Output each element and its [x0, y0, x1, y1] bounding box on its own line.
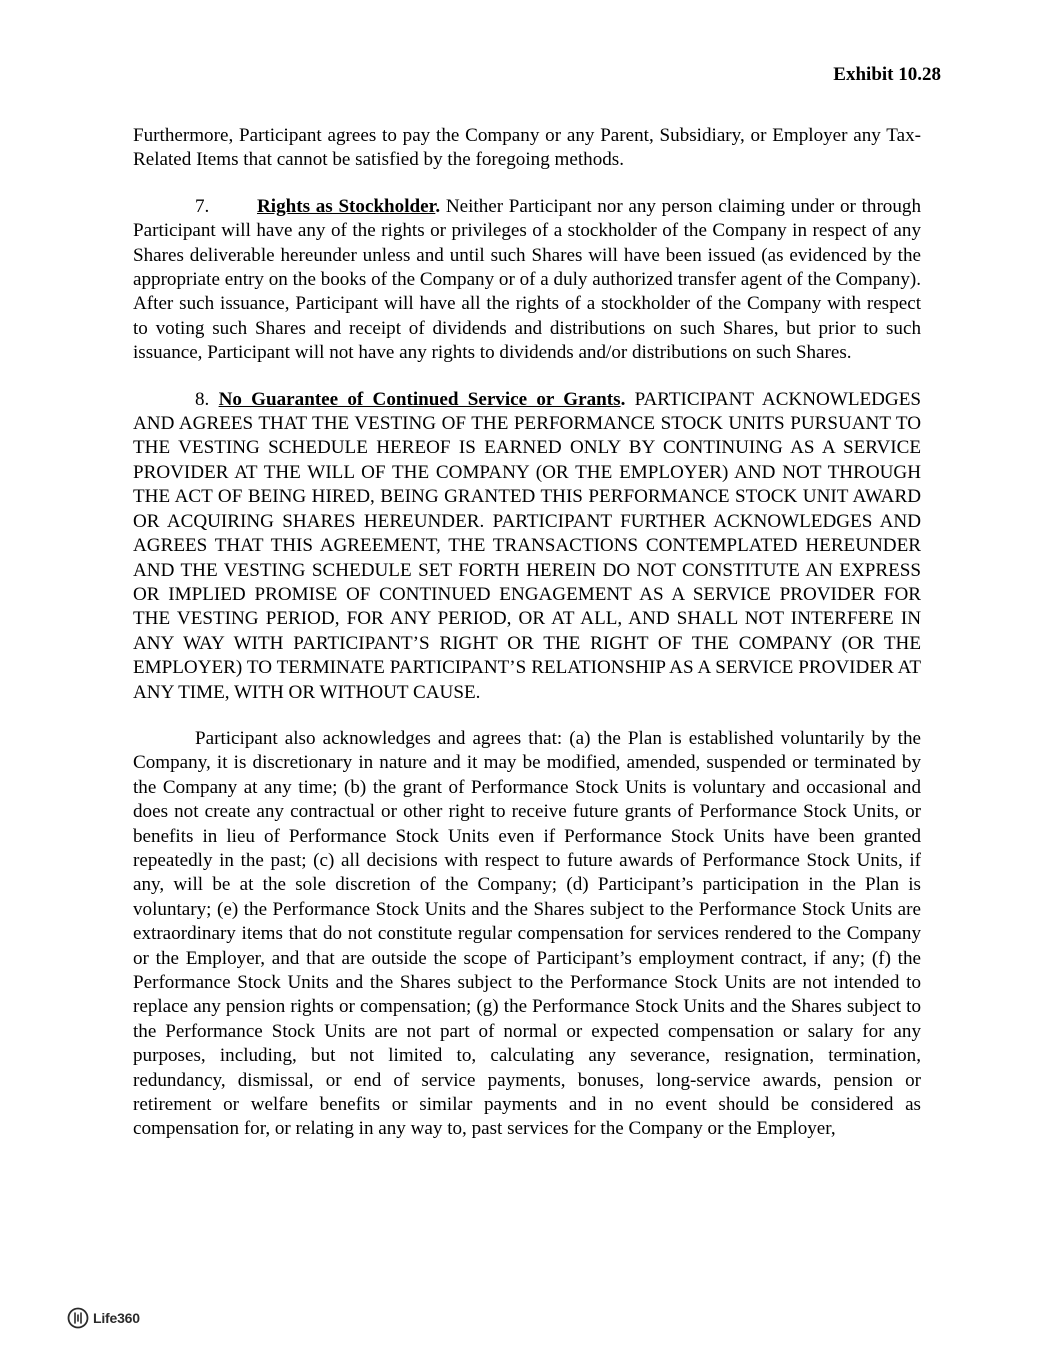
life360-logo-icon	[67, 1307, 89, 1329]
document-body	[133, 124, 921, 1164]
section-8-heading-period: .	[620, 388, 626, 410]
section-8-heading: No Guarantee of Continued Service or Grants	[218, 388, 621, 410]
section-7	[133, 195, 921, 366]
section-7-heading: Rights as Stockholder	[257, 195, 436, 217]
exhibit-label: Exhibit 10.28	[833, 64, 941, 85]
section-7-heading-period: .	[435, 195, 441, 217]
footer-logo	[67, 1307, 140, 1329]
paragraph-intro: Furthermore, Participant agrees to pay the Company or any Parent, Subsidiary, or Employer any Tax-Related Items that cannot be satisfied by the foregoing methods.	[133, 125, 921, 171]
section-8-number: 8.	[195, 388, 219, 410]
section-8-body: PARTICIPANT ACKNOWLEDGES AND AGREES THAT THE VESTING OF THE PERFORMANCE STOCK UNITS PURSUANT TO THE VESTING SCHEDULE HEREOF IS EARNED ONLY BY CONTINUING AS A SERVICE PROVIDER AT THE WILL OF THE COMPANY (OR THE EMPLOYER) AND NOT THROUGH THE ACT OF BEING HIRED, BEING GRANTED THIS PERFORMANCE STOCK UNIT AWARD OR ACQUIRING SHARES HEREUNDER. PARTICIPANT FURTHER ACKNOWLEDGES AND AGREES THAT THIS AGREEMENT, THE TRANSACTIONS CONTEMPLATED HEREUNDER AND THE VESTING SCHEDULE SET FORTH HEREIN DO NOT CONSTITUTE AN EXPRESS OR IMPLIED PROMISE OF CONTINUED ENGAGEMENT AS A SERVICE PROVIDER FOR THE VESTING PERIOD, FOR ANY PERIOD, OR AT ALL, AND SHALL NOT INTERFERE IN ANY WAY WITH PARTICIPANT’S RIGHT OR THE RIGHT OF THE COMPANY (OR THE EMPLOYER) TO TERMINATE PARTICIPANT’S RELATIONSHIP AS A SERVICE PROVIDER AT ANY TIME, WITH OR WITHOUT CAUSE.	[133, 388, 922, 703]
section-7-body: Neither Participant nor any person claiming under or through Participant will have any of the rights or privileges of a stockholder of the Company in respect of any Shares deliverable hereunder unless and until such Shares will have been issued (as evidenced by the appropriate entry on the books of the Company or of a duly authorized transfer agent of the Company). After such issuance, Participant will have all the rights of a stockholder of the Company with respect to voting such Shares and receipt of dividends and distributions on such Shares, but prior to such issuance, Participant will not have any rights to dividends and/or distributions on such Shares.	[133, 195, 921, 364]
paragraph-acknowledgement: Participant also acknowledges and agrees that: (a) the Plan is established voluntarily by the Company, it is discretionary in nature and it may be modified, amended, suspended or terminated by the Company at any time; (b) the grant of Performance Stock Units is voluntary and occasional and does not create any contractual or other right to receive future grants of Performance Stock Units, or benefits in lieu of Performance Stock Units even if Performance Stock Units have been granted repeatedly in the past; (c) all decisions with respect to future awards of Performance Stock Units, if any, will be at the sole discretion of the Company; (d) Participant’s participation in the Plan is voluntary; (e) the Performance Stock Units and the Shares subject to the Performance Stock Units are extraordinary items that do not constitute regular compensation for services rendered to the Company or the Employer, and that are outside the scope of Participant’s employment contract, if any; (f) the Performance Stock Units and the Shares subject to the Performance Stock Units are not intended to replace any pension rights or compensation; (g) the Performance Stock Units and the Shares subject to the Performance Stock Units are not part of normal or expected compensation or salary for any purposes, including, but not limited to, calculating any severance, resignation, termination, redundancy, dismissal, or end of service payments, bonuses, long-service awards, pension or retirement or welfare benefits or similar payments and in no event should be considered as compensation for, or relating in any way to, past services for the Company or the Employer,	[133, 727, 921, 1140]
section-8	[133, 388, 921, 705]
logo-text: Life360	[93, 1310, 140, 1326]
section-7-number: 7.	[195, 195, 210, 217]
